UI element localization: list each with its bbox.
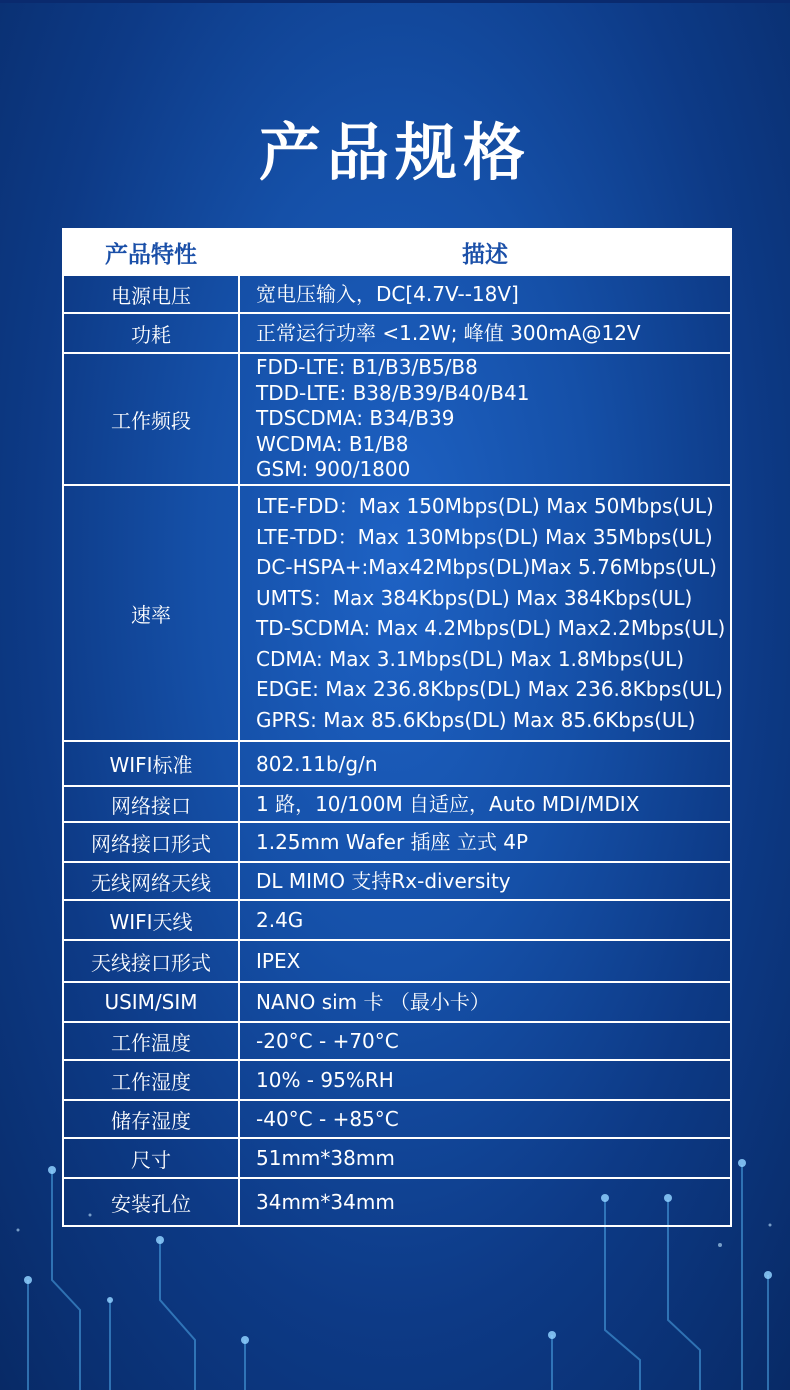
feature-cell: 储存湿度 [63, 1100, 239, 1138]
feature-cell: 尺寸 [63, 1138, 239, 1178]
description-cell: -20°C - +70°C [239, 1022, 731, 1060]
description-line: TDD-LTE: B38/B39/B40/B41 [256, 380, 530, 405]
column-header-description: 描述 [239, 229, 731, 275]
description-line: GPRS: Max 85.6Kbps(DL) Max 85.6Kbps(UL) [256, 707, 696, 732]
description-line: CDMA: Max 3.1Mbps(DL) Max 1.8Mbps(UL) [256, 646, 685, 671]
feature-cell: 天线接口形式 [63, 940, 239, 982]
description-line: LTE-FDD：Max 150Mbps(DL) Max 50Mbps(UL) [256, 494, 714, 518]
description-cell: IPEX [239, 940, 731, 982]
feature-cell: USIM/SIM [63, 982, 239, 1022]
table-row [63, 1060, 731, 1100]
description-cell: NANO sim 卡 （最小卡） [239, 982, 731, 1022]
description-cell: 宽电压输入，DC[4.7V--18V] [239, 275, 731, 313]
table-row [63, 862, 731, 900]
description-line: EDGE: Max 236.8Kbps(DL) Max 236.8Kbps(UL) [256, 677, 723, 701]
description-cell [239, 353, 731, 485]
description-cell: 1.25mm Wafer 插座 立式 4P [239, 822, 731, 862]
table-row [63, 1022, 731, 1060]
feature-cell: 电源电压 [63, 275, 239, 313]
feature-cell: 功耗 [63, 313, 239, 353]
description-cell: -40°C - +85°C [239, 1100, 731, 1138]
feature-cell: 工作频段 [63, 353, 239, 485]
table-row [63, 1138, 731, 1178]
description-line: LTE-TDD：Max 130Mbps(DL) Max 35Mbps(UL) [256, 524, 713, 549]
feature-cell: 无线网络天线 [63, 862, 239, 900]
description-cell: 1 路，10/100M 自适应，Auto MDI/MDIX [239, 786, 731, 822]
description-cell: DL MIMO 支持Rx-diversity [239, 862, 731, 900]
feature-cell: 工作温度 [63, 1022, 239, 1060]
table-row [63, 940, 731, 982]
feature-cell: 网络接口 [63, 786, 239, 822]
description-line: DC-HSPA+:Max42Mbps(DL)Max 5.76Mbps(UL) [256, 555, 717, 579]
table-row [63, 982, 731, 1022]
table-row [63, 822, 731, 862]
description-line: TD-SCDMA: Max 4.2Mbps(DL) Max2.2Mbps(UL) [256, 616, 726, 640]
feature-cell: 安装孔位 [63, 1178, 239, 1226]
description-line: FDD-LTE: B1/B3/B5/B8 [256, 355, 478, 380]
description-cell: 10% - 95%RH [239, 1060, 731, 1100]
feature-cell: 工作湿度 [63, 1060, 239, 1100]
description-line: WCDMA: B1/B8 [256, 431, 409, 456]
description-cell: 正常运行功率 <1.2W; 峰值 300mA@12V [239, 313, 731, 353]
page-title: 产品规格 [258, 116, 531, 189]
feature-cell: WIFI天线 [63, 900, 239, 940]
description-line: TDSCDMA: B34/B39 [256, 406, 455, 431]
table-header-row [63, 229, 731, 275]
description-cell: 2.4G [239, 900, 731, 940]
feature-cell: WIFI标准 [63, 741, 239, 786]
feature-cell: 速率 [63, 485, 239, 741]
table-row [63, 313, 731, 353]
description-line: GSM: 900/1800 [256, 457, 411, 482]
table-row [63, 741, 731, 786]
description-cell: 51mm*38mm [239, 1138, 731, 1178]
description-cell: 802.11b/g/n [239, 741, 731, 786]
description-line: UMTS：Max 384Kbps(DL) Max 384Kbps(UL) [256, 585, 693, 610]
table-row [63, 900, 731, 940]
table-row [63, 1100, 731, 1138]
table-row [63, 1178, 731, 1226]
description-cell: 34mm*34mm [239, 1178, 731, 1226]
description-lines [256, 491, 730, 735]
table-row [63, 353, 731, 485]
table-row [63, 275, 731, 313]
feature-cell: 网络接口形式 [63, 822, 239, 862]
description-lines [256, 355, 730, 483]
column-header-feature: 产品特性 [63, 229, 239, 275]
table-row [63, 485, 731, 741]
table-row [63, 786, 731, 822]
description-cell [239, 485, 731, 741]
spec-table [62, 228, 732, 1227]
